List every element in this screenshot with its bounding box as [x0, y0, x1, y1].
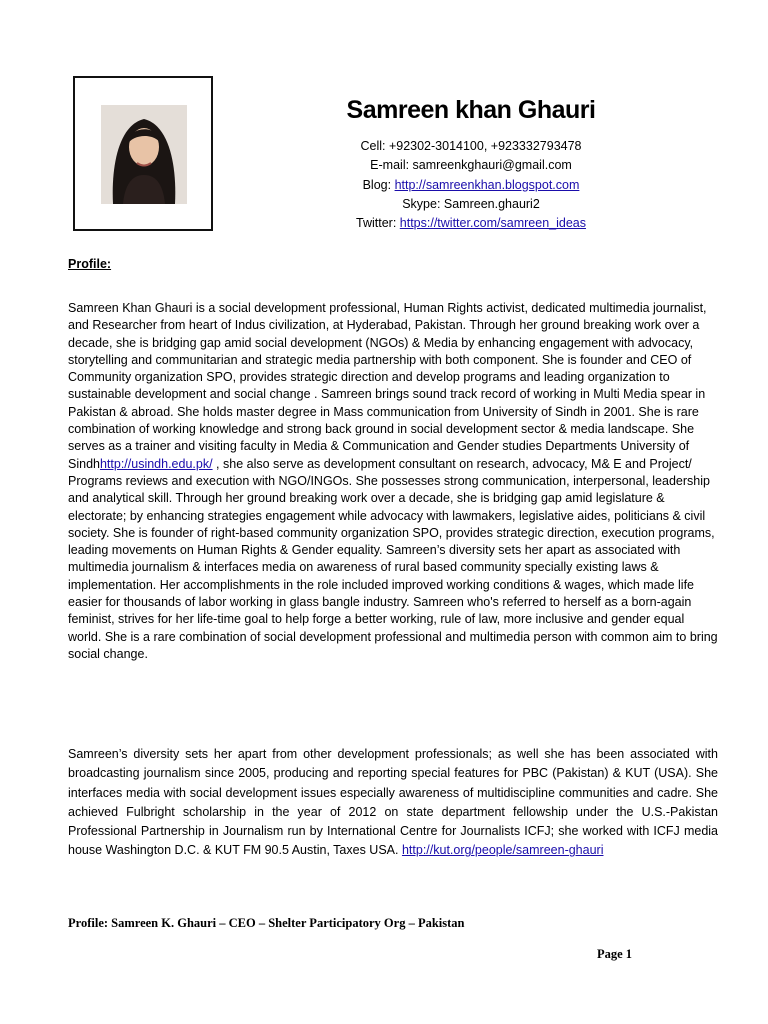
cell-line: Cell: +92302-3014100, +923332793478 — [360, 139, 582, 153]
profile-paragraph-2 — [68, 745, 718, 861]
profile-paragraph-2-text — [68, 745, 718, 861]
email-line: E-mail: samreenkghauri@gmail.com — [370, 158, 572, 173]
profile-paragraph-1-text — [68, 300, 718, 663]
twitter-link[interactable]: https://twitter.com/samreen_ideas — [399, 216, 586, 231]
para2-text: Samreen’s diversity sets her apart from other development professionals; as well she has been associated with broadcasting journalism since 2005, producing and reporting special features for PBC (Pakistan) & KUT (USA). She interfaces media with social development issues especially awareness of multidiscipline communities and cadre. She achieved Fulbright scholarship in the year of 2012 on state department fellowship under the U.S.-Pakistan Professional Partnership in Journalism run by International Centre for Journalists ICFJ; she worked with ICFJ media house Washington D.C. & KUT FM 90.5 Austin, Taxes USA. — [68, 747, 718, 858]
para1-text-b: , she also serve as development consultant on research, advocacy, M& E and Project/ Programs reviews and execution with NGO/INGOs. She possesses strong communication, interpersonal, leadership and analytical skill. Through her ground breaking work over a decade, she is bridging gap amid legislature & electorate; by enhancing strategies engagement while advocacy with lawmakers, legislative aides, politicians & civil society. She is founder of right-based community organization SPO, provides strategic direction, execution programs, leading movements on Human Rights & Gender equality. Samreen’s diversity sets her apart as associated with multimedia journalism & interfaces media on awareness of rural based community specially existing laws & implementation. Her accomplishments in the role included improved working conditions & wages, which made life easier for thousands of labor working in glass bangle industry. Samreen who's referred to herself as a born-again feminist, strives for her life-time goal to help forge a better working, rule of law, more inclusive and gender equal world. She is a rare combination of social development professional and multimedia person with common aim to bring social change. — [68, 456, 718, 661]
blog-link[interactable]: http://samreenkhan.blogspot.com — [394, 177, 580, 192]
footer-title: Profile: Samreen K. Ghauri – CEO – Shelter Participatory Org – Pakistan — [68, 916, 465, 930]
portrait-image — [101, 105, 187, 204]
photo-frame — [73, 76, 213, 231]
blog-line — [300, 176, 642, 195]
profile-paragraph-1 — [68, 300, 718, 663]
usindh-link[interactable]: http://usindh.edu.pk/ — [99, 456, 213, 471]
profile-heading: Profile: — [68, 257, 112, 271]
contact-header — [300, 96, 642, 233]
kut-link[interactable]: http://kut.org/people/samreen-ghauri — [401, 843, 604, 858]
person-name: Samreen khan Ghauri — [346, 96, 596, 124]
skype-line: Skype: Samreen.ghauri2 — [402, 196, 540, 211]
twitter-label: Twitter: — [356, 216, 400, 231]
profile-photo — [101, 105, 187, 204]
blog-label: Blog: — [362, 177, 395, 192]
para1-text-a: Samreen Khan Ghauri is a social development professional, Human Rights activist, dedicated multimedia journalist, and Researcher from heart of Indus civilization, at Hyderabad, Pakistan. Through her ground breaking work over a decade, she is bridging gap amid social development (NGOs) & Media by enhancing engagement with advocacy, storytelling and communitarian and strategic media partnership with both component. She is founder and CEO of Community organization SPO, provides strategic direction and develop programs and leading organization to sustainable development and social change . Samreen brings sound track record of working in Multi Media spear in Pakistan & abroad. She holds master degree in Mass communication from University of Sindh in 2001. She is rare combination of working knowledge and strong back ground in social development sector & media landscape. She serves as a trainer and visiting faculty in Media & Communication and Gender studies Departments University of Sindh — [68, 301, 707, 471]
twitter-line — [300, 214, 642, 233]
page-number: Page 1 — [597, 947, 633, 961]
